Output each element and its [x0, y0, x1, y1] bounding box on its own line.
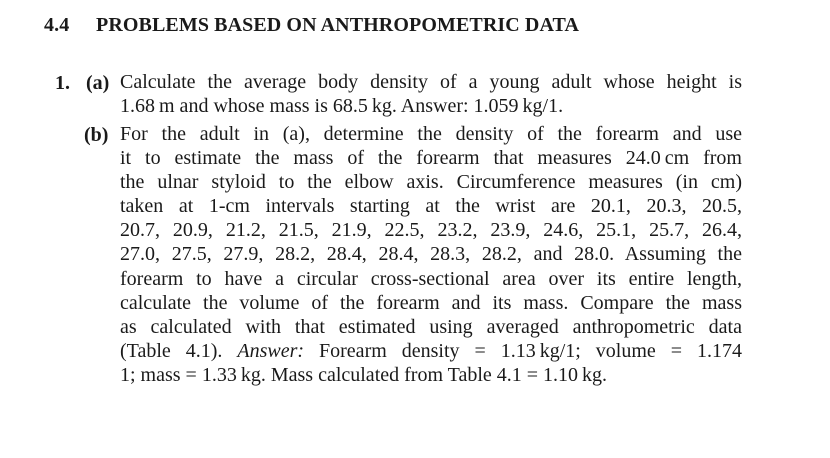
- section-title: PROBLEMS BASED ON ANTHROPOMETRIC DATA: [96, 14, 580, 36]
- line-10-prefix: (Table 4.1).: [120, 339, 238, 362]
- part-b-text: [120, 122, 742, 387]
- part-b-line-8: calculate the volume of the forearm and its mass. Compare the mass: [120, 291, 742, 314]
- part-b-line-9: as calculated with that estimated using averaged anthropometric data: [120, 315, 742, 338]
- problem-number: 1.: [55, 72, 70, 94]
- part-b-line-7: forearm to have a circular cross-sectional area over its entire length,: [120, 267, 742, 290]
- part-a-line-2: 1.68 m and whose mass is 68.5 kg. Answer: 1.059 kg/1.: [120, 95, 564, 118]
- part-b-line-4: taken at 1-cm intervals starting at the wrist are 20.1, 20.3, 20.5,: [120, 195, 742, 218]
- line-10-answer: Forearm density = 1.13 kg/1; volume = 1.174: [304, 339, 743, 362]
- answer-label: Answer:: [237, 339, 305, 362]
- part-b-line-6: 27.0, 27.5, 27.9, 28.2, 28.4, 28.4, 28.3, 28.2, and 28.0. Assuming the: [120, 243, 742, 266]
- section-number: 4.4: [44, 14, 70, 36]
- part-b-line-5: 20.7, 20.9, 21.2, 21.5, 21.9, 22.5, 23.2, 23.9, 24.6, 25.1, 25.7, 26.4,: [120, 219, 742, 242]
- part-a-text: [120, 70, 742, 118]
- part-b-label: (b): [84, 124, 109, 146]
- section-heading: [44, 14, 579, 37]
- part-b-line-11: 1; mass = 1.33 kg. Mass calculated from Table 4.1 = 1.10 kg.: [120, 363, 608, 386]
- part-b-line-1: For the adult in (a), determine the density of the forearm and use: [120, 123, 742, 145]
- part-b-line-10: [120, 339, 742, 363]
- part-a-label: (a): [86, 72, 110, 94]
- part-b-line-2: it to estimate the mass of the forearm that measures 24.0 cm from: [120, 147, 742, 170]
- part-a-line-1: Calculate the average body density of a young adult whose height is: [120, 71, 742, 93]
- part-b-line-3: the ulnar styloid to the elbow axis. Circumference measures (in cm): [120, 171, 742, 194]
